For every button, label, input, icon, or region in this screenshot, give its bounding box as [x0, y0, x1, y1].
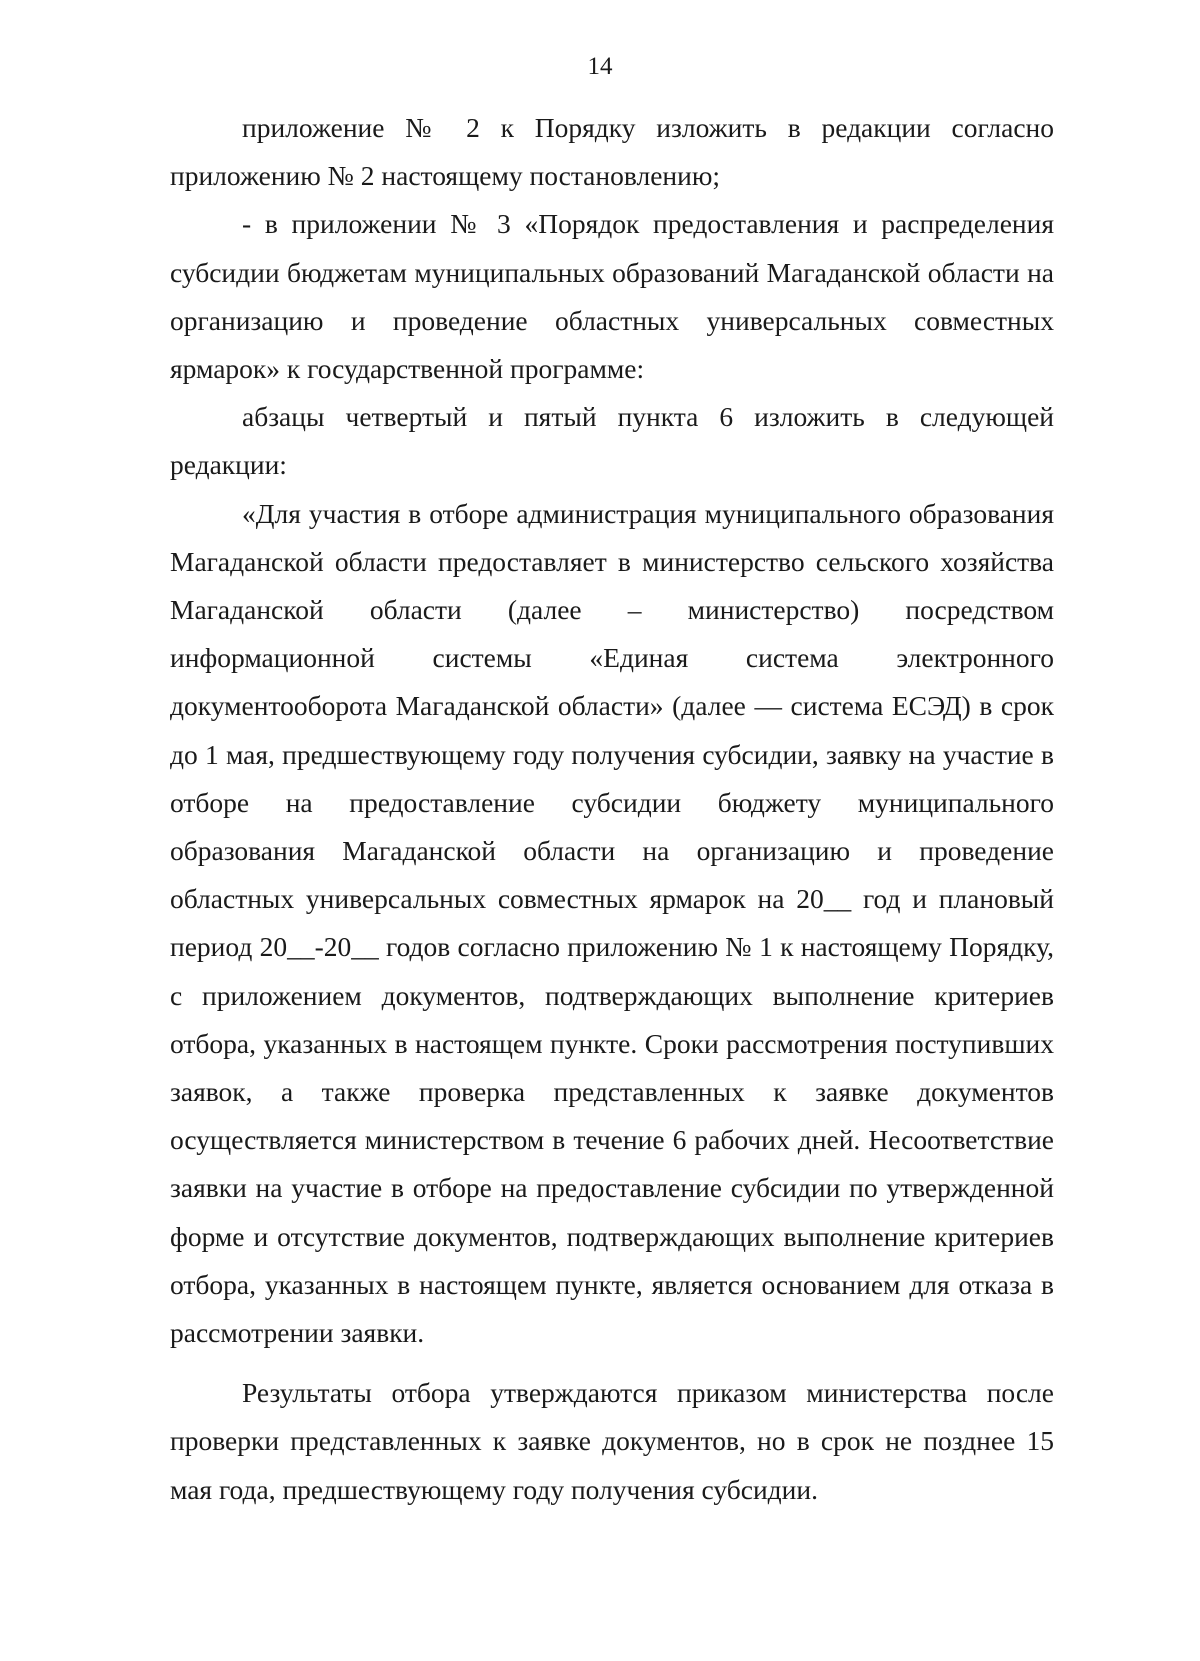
page-number: 14: [587, 53, 613, 80]
paragraph-item-6: абзацы четвертый и пятый пункта 6 изложить в следующей редакции:: [170, 401, 1054, 481]
paragraph-selection-results: Результаты отбора утверждаются приказом министерства после проверки представленных к заявке документов, но в срок не позднее 15 мая года, предшествующему году получения субсидии.: [170, 1377, 1054, 1505]
paragraph-annex-3: - в приложении № 3 «Порядок предоставления и распределения субсидии бюджетам муниципальных образований Магаданской области на организацию и проведение областных универсальных совместных ярмарок» к государственной программе:: [170, 208, 1054, 385]
document-body: [170, 104, 1054, 1514]
paragraph-selection-participation: «Для участия в отборе администрация муниципального образования Магаданской области предоставляет в министерство сельского хозяйства Магаданской области (далее – министерство) посредством информационной системы «Единая система электронного документооборота Магаданской области» (далее — система ЕСЭД) в срок до 1 мая, предшествующему году получения субсидии, заявку на участие в отборе на предоставление субсидии бюджету муниципального образования Магаданской области на организацию и проведение областных универсальных совместных ярмарок на 20__ год и плановый период 20__-20__ годов согласно приложению № 1 к настоящему Порядку, с приложением документов, подтверждающих выполнение критериев отбора, указанных в настоящем пункте. Сроки рассмотрения поступивших заявок, а также проверка представленных к заявке документов осуществляется министерством в течение 6 рабочих дней. Несоответствие заявки на участие в отборе на предоставление субсидии по утвержденной форме и отсутствие документов, подтверждающих выполнение критериев отбора, указанных в настоящем пункте, является основанием для отказа в рассмотрении заявки.: [170, 497, 1054, 1349]
paragraph-annex-2: приложение № 2 к Порядку изложить в редакции согласно приложению № 2 настоящему постановлению;: [170, 112, 1054, 192]
